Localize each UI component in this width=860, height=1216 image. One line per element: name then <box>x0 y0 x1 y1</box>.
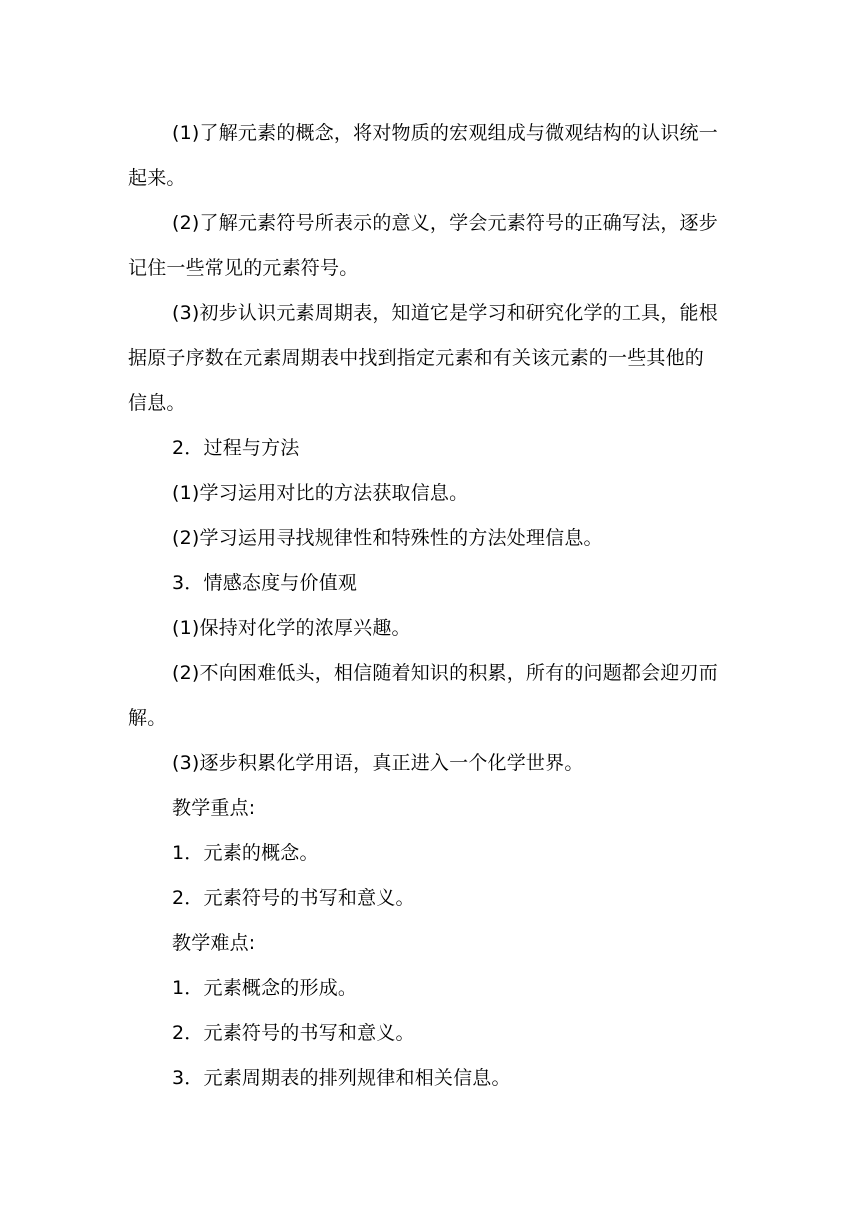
teaching-difficulty-item-2: 2．元素符号的书写和意义。 <box>172 1022 415 1044</box>
teaching-focus-item-2: 2．元素符号的书写和意义。 <box>172 887 415 909</box>
section-heading-attitudes-values: 3．情感态度与价值观 <box>172 572 358 594</box>
document-body <box>128 111 722 1101</box>
objective-paragraph-3: (3)初步认识元素周期表，知道它是学习和研究化学的工具，能根据原子序数在元素周期表中找到指定元素和有关该元素的一些其他的信息。 <box>128 302 718 414</box>
process-item-1: (1)学习运用对比的方法获取信息。 <box>172 482 469 504</box>
objective-paragraph-1: (1)了解元素的概念，将对物质的宏观组成与微观结构的认识统一起来。 <box>128 122 718 189</box>
attitude-item-1: (1)保持对化学的浓厚兴趣。 <box>172 617 411 639</box>
teaching-focus-item-1: 1．元素的概念。 <box>172 842 319 864</box>
process-item-2: (2)学习运用寻找规律性和特殊性的方法处理信息。 <box>172 527 603 549</box>
objective-paragraph-2: (2)了解元素符号所表示的意义，学会元素符号的正确写法，逐步记住一些常见的元素符号。 <box>128 212 718 279</box>
teaching-difficulty-item-1: 1．元素概念的形成。 <box>172 977 358 999</box>
teaching-focus-heading: 教学重点: <box>172 797 256 819</box>
attitude-item-2: (2)不向困难低头，相信随着知识的积累，所有的问题都会迎刃而解。 <box>128 662 718 729</box>
section-heading-process-methods: 2．过程与方法 <box>172 437 300 459</box>
teaching-difficulty-item-3: 3．元素周期表的排列规律和相关信息。 <box>172 1067 511 1089</box>
attitude-item-3: (3)逐步积累化学用语，真正进入一个化学世界。 <box>172 752 584 774</box>
teaching-difficulty-heading: 教学难点: <box>172 932 256 954</box>
